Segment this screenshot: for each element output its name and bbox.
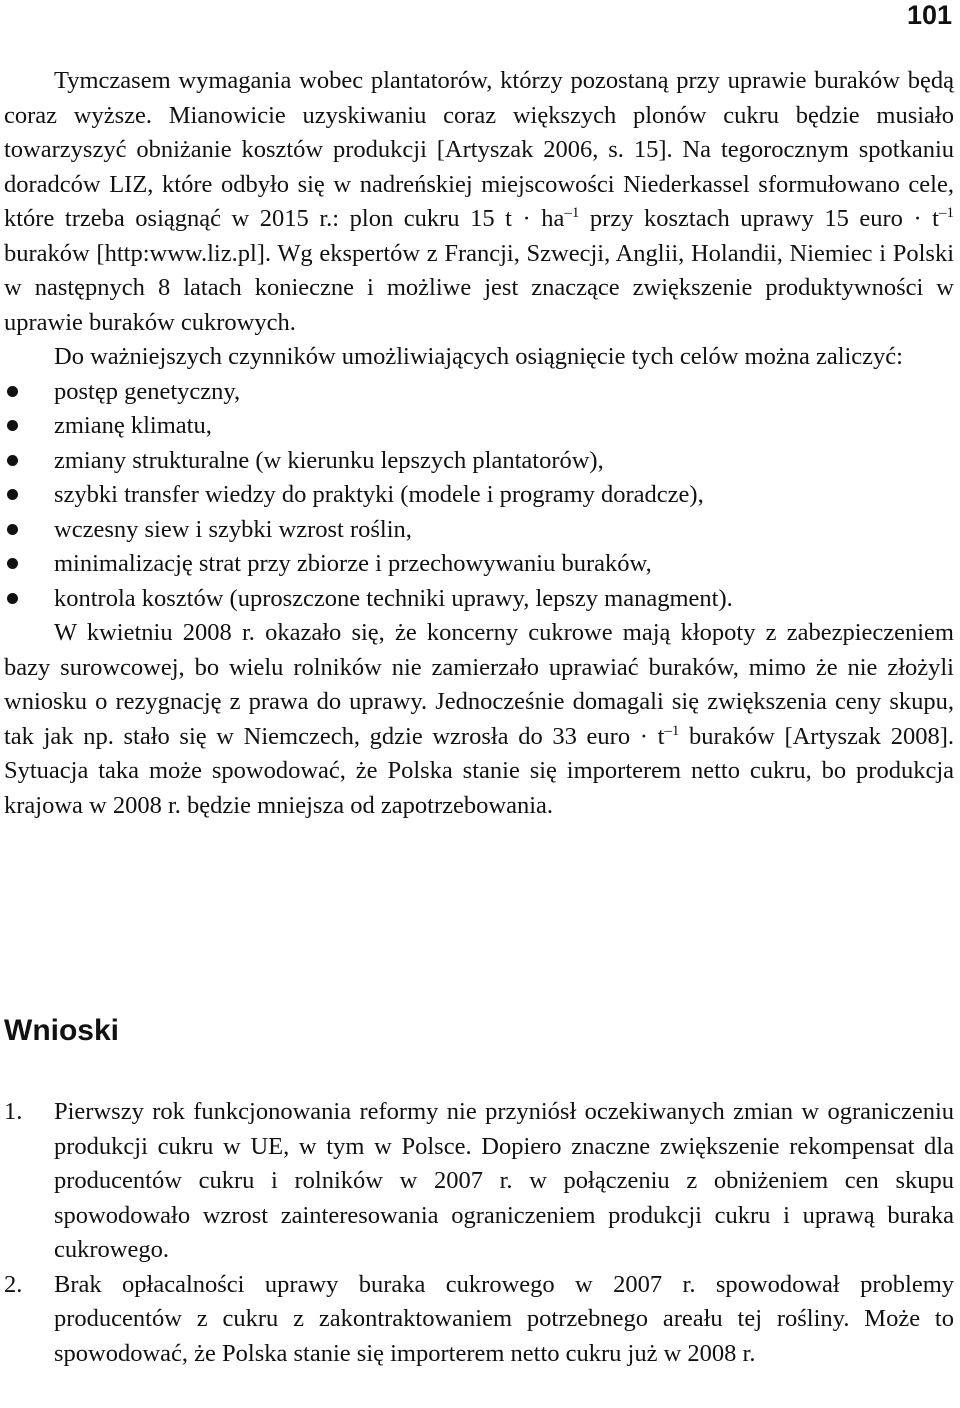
list-item-text: zmiany strukturalne (w kierunku lepszych plantatorów), xyxy=(54,446,604,474)
list-item xyxy=(4,547,954,582)
list-item xyxy=(4,513,954,548)
list-item xyxy=(4,582,954,617)
paragraph-1-text-a: Tymczasem wymagania wobec plantatorów, którzy pozostaną przy uprawie buraków będą coraz wyższe. Mianowicie uzyskiwaniu coraz większych plonów cukru będzie musiało towarzyszyć obniżanie kosztów produkcji [Artyszak 2006, s. 15]. Na tegorocznym spotkaniu doradców LIZ, które odbyło się w nadreńskiej miejscowości Niederkassel sformułowano cele, które trzeba osiągnąć w 2015 r.: plon cukru 15 t · ha xyxy=(4,67,954,232)
conclusion-number: 1. xyxy=(4,1098,23,1125)
bullet-icon xyxy=(7,489,18,500)
bullet-icon xyxy=(7,455,18,466)
bullet-icon xyxy=(7,386,18,397)
list-item-text: kontrola kosztów (uproszczone techniki uprawy, lepszy managment). xyxy=(54,584,733,612)
paragraph-3 xyxy=(4,616,954,823)
superscript: –1 xyxy=(939,205,954,221)
paragraph-1-text-c: buraków [http:www.liz.pl]. Wg ekspertów z Francji, Szwecji, Anglii, Holandii, Niemiec i Polski w następnych 8 latach konieczne i możliwe jest znaczące zwiększenie produktywności w uprawie buraków cukrowych. xyxy=(4,239,954,336)
list-item-text: szybki transfer wiedzy do praktyki (modele i programy doradcze), xyxy=(54,481,704,508)
conclusion-item xyxy=(4,1095,954,1268)
bullet-icon xyxy=(7,558,18,569)
list-item-text: minimalizację strat przy zbiorze i przechowywaniu buraków, xyxy=(54,550,652,577)
bullet-icon xyxy=(7,524,18,535)
paragraph-1-text-b: przy kosztach uprawy 15 euro · t xyxy=(579,205,939,232)
list-item xyxy=(4,478,954,513)
paragraph-3-text-a: W kwietniu 2008 r. okazało się, że koncerny cukrowe mają kłopoty z zabezpieczeniem bazy surowcowej, bo wielu rolników nie zamierzało uprawiać buraków, mimo że nie złożyli wniosku o rezygnację z prawa do uprawy. Jednocześnie domagali się zwiększenia ceny skupu, tak jak np. stało się w Niemczech, gdzie wzrosła do 33 euro · t xyxy=(4,619,954,750)
body-text xyxy=(4,64,954,823)
list-item-text: wczesny siew i szybki wzrost roślin, xyxy=(54,515,412,543)
section-heading: Wnioski xyxy=(4,1014,120,1047)
paragraph-1 xyxy=(4,64,954,340)
conclusion-text: Pierwszy rok funkcjonowania reformy nie przyniósł oczekiwanych zmian w ograniczeniu produkcji cukru w UE, w tym w Polsce. Dopiero znaczne zwiększenie rekompensat dla producentów cukru i rolników w 2007 r. w połączeniu z obniżeniem cen skupu spowodowało wzrost zainteresowania ograniczeniem produkcji cukru i uprawą buraka cukrowego. xyxy=(54,1098,954,1263)
superscript: –1 xyxy=(664,722,680,739)
bullet-icon xyxy=(7,420,18,431)
list-item xyxy=(4,375,954,410)
list-item-text: postęp genetyczny, xyxy=(54,377,241,405)
bullet-icon xyxy=(7,593,18,604)
conclusion-number: 2. xyxy=(4,1270,23,1298)
page-number: 101 xyxy=(906,0,952,30)
conclusion-item xyxy=(4,1268,954,1372)
list-item-text: zmianę klimatu, xyxy=(54,412,212,439)
paragraph-3-text-b: buraków [Artyszak 2008]. Sytuacja taka może spowodować, że Polska stanie się importerem netto cukru, bo produkcja krajowa w 2008 r. będzie mniejsza od zapotrzebowania. xyxy=(4,722,954,819)
list-item xyxy=(4,444,954,479)
conclusion-text: Brak opłacalności uprawy buraka cukrowego w 2007 r. spowodował problemy producentów z cukru z zakontraktowaniem potrzebnego areału tej rośliny. Może to spowodować, że Polska stanie się importerem netto cukru już w 2008 r. xyxy=(54,1270,954,1367)
factor-list xyxy=(4,375,954,617)
paragraph-2: Do ważniejszych czynników umożliwiających osiągnięcie tych celów można zaliczyć: xyxy=(54,343,903,370)
superscript: –1 xyxy=(564,205,580,221)
conclusions-list xyxy=(4,1095,954,1371)
list-item xyxy=(4,409,954,444)
